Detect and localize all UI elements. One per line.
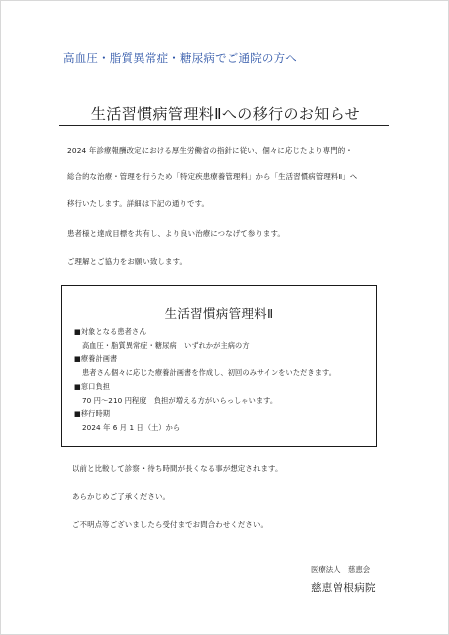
care-plan-value: 患者さん個々に応じた療養計画書を作成し、初回のみサインをいただきます。 [82,368,336,377]
target-audience-heading: 高血圧・脂質異常症・糖尿病でご通院の方へ [63,51,297,65]
intro-line-3: 移行いたします。詳細は下記の通りです。 [67,199,210,208]
intro-line-4: 患者様と達成目標を共有し、より良い治療につなげて参ります。 [67,229,285,238]
box-title: 生活習慣病管理料Ⅱ [164,306,274,321]
organization-name: 医療法人 慈恵会 [311,565,371,574]
hospital-name: 慈恵曽根病院 [311,582,376,594]
transition-date-heading: ■移行時期 [74,409,111,418]
closing-line-1: 以前と比較して診察・待ち時間が長くなる事が想定されます。 [72,464,283,473]
fee-details-box [61,285,377,447]
target-patients-value: 高血圧・脂質異常症・糖尿病 いずれかが主病の方 [82,341,250,350]
target-patients-heading: ■対象となる患者さん [74,327,147,336]
intro-line-2: 総合的な治療・管理を行うため「特定疾患療養管理料」から「生活習慣病管理料Ⅱ」へ [67,172,358,181]
closing-line-2: あらかじめご了承ください。 [72,492,171,501]
intro-line-5: ご理解とご協力をお願い致します。 [67,257,188,266]
care-plan-heading: ■療養計画書 [74,354,118,363]
transition-date-value: 2024 年 6 月 1 日（土）から [82,423,181,432]
closing-line-3: ご不明点等ございましたら受付までお問合わせください。 [72,520,269,529]
intro-line-1: 2024 年診療報酬改定における厚生労働省の指針に従い、個々に応じたより専門的・ [67,146,353,155]
notice-title: 生活習慣病管理料Ⅱへの移行のお知らせ [90,105,361,123]
title-underline [59,125,389,126]
copay-value: 70 円〜210 円程度 負担が増える方がいらっしゃいます。 [82,396,278,405]
copay-heading: ■窓口負担 [74,382,111,391]
